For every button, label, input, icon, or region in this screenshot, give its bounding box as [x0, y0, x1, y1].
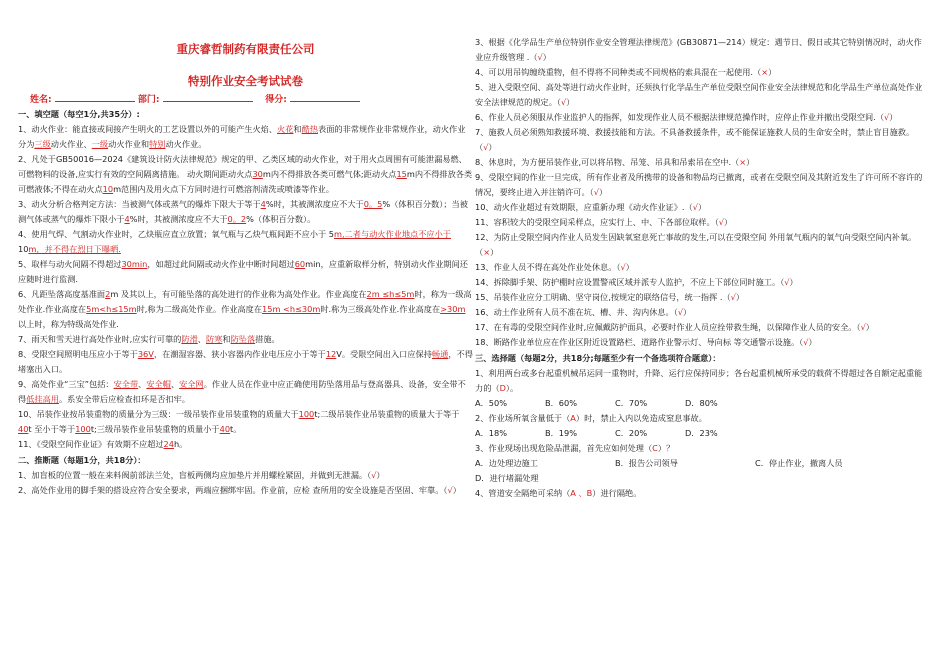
question-text: 、	[197, 334, 206, 344]
question-text: 2、作业场所氧含量低于（	[475, 413, 571, 423]
question-text: 措施。	[255, 334, 280, 344]
question-text: %时，其被测浓度应不大于	[265, 199, 364, 209]
question-text: m内不得排放各类可燃气体;距动火点	[262, 169, 397, 179]
question-text: 以上时，称为特级高处作业.	[18, 319, 119, 329]
question-j18	[475, 335, 930, 350]
question-j6	[475, 110, 930, 125]
answer: 低挂高用	[26, 394, 59, 404]
right-column	[475, 35, 930, 501]
question-text: 1、加盲板的位置一般在来料阀前部法兰处，盲板两侧均应加垫片并用螺栓紧固，并做到无泄漏。（	[18, 470, 372, 480]
question-text: %时，其被测浓度应不大于	[129, 214, 228, 224]
options-c3	[475, 456, 930, 486]
choice-option: D．23%	[685, 428, 718, 438]
question-text: min，应重新取样分析，特别动火作业期间还应随时进行监测.	[18, 259, 468, 284]
answer: 2	[105, 289, 111, 299]
question-f6	[18, 287, 473, 332]
answer: √	[784, 277, 790, 287]
question-j16	[475, 305, 930, 320]
question-c4	[475, 486, 930, 501]
answer: m,二者与动火作业地点不应小于	[333, 229, 451, 239]
question-text: ）	[566, 97, 575, 107]
choice-option: D．80%	[685, 398, 718, 408]
choice-option: B．60%	[545, 398, 578, 408]
choice-option: B．19%	[545, 428, 578, 438]
question-text: 4、使用气焊、气割动火作业时，乙炔瓶应直立放置；氧气瓶与乙炔气瓶间距不应小于 5	[18, 229, 334, 239]
company-name: 重庆睿哲制药有限责任公司	[176, 42, 315, 56]
question-text: ）	[697, 202, 707, 212]
answer: √	[730, 292, 736, 302]
question-f9	[18, 377, 473, 407]
left-column	[18, 36, 473, 498]
question-text: 15、吊装作业应分工明确、坚守岗位,按规定的联络信号，统一指挥 .（	[475, 292, 731, 302]
question-text: ）	[598, 187, 608, 197]
question-text: ）	[723, 217, 733, 227]
question-text: 6、凡距坠落高度基准面	[18, 289, 106, 299]
question-text: 3、根据《化学品生产单位特别作业安全管理法律规范》(GB30871—214）规定：遇节日、假日或其它特别情况时，动火作业应升级管理 .（	[475, 37, 922, 62]
answer: >30m	[440, 304, 466, 314]
question-f7	[18, 332, 473, 347]
question-j8	[475, 155, 930, 170]
answer: 安全带	[113, 379, 139, 389]
answer: 10	[102, 184, 114, 194]
answer: √	[803, 337, 809, 347]
section-judgement: 二、推断题（每题1分，共18分）：	[18, 455, 146, 465]
question-j13	[475, 260, 930, 275]
question-j3	[475, 35, 930, 65]
answer: 0。5	[363, 199, 383, 209]
dept-field[interactable]	[163, 92, 253, 102]
answer: √	[620, 262, 626, 272]
answer: 40	[219, 424, 231, 434]
question-f2	[18, 152, 473, 197]
question-text: 、	[170, 379, 180, 389]
answer: 30min	[121, 259, 148, 269]
question-text: ）？	[657, 443, 675, 453]
question-text: 。作业人员在作业中应正确使用防坠落用品与登高器具、设备，安全带不得	[18, 379, 466, 404]
question-text: 17、在有毒的受限空间作业时,应佩戴防护面具，必要时作业人员应拴带救生绳，以保障作业人员的安全。（	[475, 322, 861, 332]
choice-option: A．边处理边施工	[475, 458, 538, 468]
question-c3	[475, 441, 930, 456]
choice-option: A．18%	[475, 428, 507, 438]
answer: 24	[163, 439, 174, 449]
question-text: ）	[768, 67, 777, 77]
question-text: 11、容积较大的受限空间采样点，应实行上、中、下各部位取样。（	[475, 217, 719, 227]
answer: ×	[483, 247, 491, 257]
answer: 一级	[91, 139, 109, 149]
choice-option: C．70%	[615, 398, 648, 408]
answer: 安全帽	[146, 379, 171, 389]
answer: √	[593, 187, 599, 197]
question-text: V。受限空间出入口应保持	[336, 349, 432, 359]
question-f1	[18, 122, 473, 152]
answer: 100	[75, 424, 91, 434]
answer: ×	[739, 157, 747, 167]
question-text: h。	[173, 439, 188, 449]
question-text: 7、雨天和雪天进行高处作业时,应实行可靠的	[18, 334, 182, 344]
question-j2	[18, 483, 473, 498]
section-choice: 三、选择题（每题2分，共18分;每题至少有一个备选项符合题意）：	[475, 353, 721, 363]
question-text: 时，称为一级高处作业.作业高度在	[18, 289, 472, 314]
question-text: 8、受限空间照明电压应小于等于	[18, 349, 138, 359]
question-j11	[475, 215, 930, 230]
answer: m，并不得在烈日下曝晒.	[28, 244, 121, 254]
question-text: ，如超过此间隔或动火作业中断时间超过	[147, 259, 295, 269]
question-f11	[18, 437, 473, 452]
answer: 30	[252, 169, 263, 179]
question-c1	[475, 366, 930, 396]
question-text: ）	[542, 52, 551, 62]
answer: 防坠落	[230, 334, 256, 344]
question-text: ）时，禁止入内以免造成窒息事故。	[575, 413, 707, 423]
question-text: 动火作业。	[165, 139, 207, 149]
question-text: ，不得堵塞出入口。	[18, 349, 473, 374]
answer: 防寒	[205, 334, 223, 344]
question-c2	[475, 411, 930, 426]
question-text: ）	[625, 262, 634, 272]
question-text: 7、施救人员必须熟知救援环境、救援技能和方法。不具备救援条件，或不能保证施救人员的生命安全时，禁止盲目施救。（	[475, 127, 915, 152]
exam-title: 特别作业安全考试试卷	[188, 74, 303, 88]
question-text: 14、拆除脚手架、防护棚时应设置警戒区域并派专人监护，不应上下部位同时施工。（	[475, 277, 785, 287]
answer: 60	[294, 259, 306, 269]
name-label: 姓名:	[30, 95, 52, 105]
answer: √	[718, 217, 724, 227]
question-text: ）。	[505, 383, 519, 393]
question-text: t 至小于等于	[28, 424, 76, 434]
answer: 36V	[137, 349, 154, 359]
name-field[interactable]	[55, 92, 135, 102]
question-text: 1、利用两台或多台起重机械吊运同一重物时，升降、运行应保持同步；各台起重机械所承受的载荷不得超过各自额定起重能力的（	[475, 368, 923, 393]
answer: √	[447, 485, 453, 495]
question-text: 11、《受限空间作业证》有效期不应超过	[18, 439, 164, 449]
question-text: t。	[230, 424, 242, 434]
section-fill-blank: 一、填空题（每空1分,共35分）:	[18, 109, 140, 119]
question-text: ）	[490, 247, 499, 257]
question-j5	[475, 80, 930, 110]
question-text: 6、作业人员必须服从作业监护人的指挥，如发现作业人员不根据法律规范操作时，应停止作业并撤出受限空间.（	[475, 112, 885, 122]
question-f5	[18, 257, 473, 287]
answer: √	[692, 202, 698, 212]
score-field[interactable]	[290, 92, 360, 102]
question-text: 2、凡处于GB50016—2024《建筑设计防火法律规范》规定的甲、乙类区域的动火作业，对于用火点周围有可能泄漏易燃、可燃物料的设备,应实行有效的空间隔离措施。 动火期间距动火点	[18, 154, 467, 179]
choice-option: C．20%	[615, 428, 648, 438]
question-text: 表面的非常规作业非常规作业，动火作业分为	[18, 124, 466, 149]
question-text: %（体积百分数）；当被测气体或蒸气的爆炸下限小于	[18, 199, 468, 224]
question-text: 5、取样与动火间隔不得超过	[18, 259, 122, 269]
question-text: t;二级吊装作业吊装重物的质量大于等于	[314, 409, 460, 419]
choice-option: A．50%	[475, 398, 507, 408]
question-text: 10	[18, 244, 29, 254]
question-j1	[18, 468, 473, 483]
answer: √	[884, 112, 890, 122]
question-text: 2、高处作业用的脚手架的搭设应符合安全要求，两端应捆绑牢固。作业前，应检 查所用的安全设施是否坚固、牢靠。（	[18, 485, 448, 495]
answer: 三级	[34, 139, 51, 149]
answer: 火花	[277, 124, 294, 134]
question-text: 9、受限空间的作业一旦完成，所有作业者及所携带的设备和物品均已撤离，或者在受限空间及其附近发生了许可所不容许的情况，要终止进入并注销许可。（	[475, 172, 923, 197]
score-label: 得分:	[265, 95, 287, 105]
question-text: m 及其以上，有可能坠落的高处进行的作业称为高处作业。作业高度在	[110, 289, 367, 299]
question-text: 和	[293, 124, 302, 134]
choice-option: D．进行堵漏处理	[475, 473, 539, 483]
answer: √	[560, 97, 567, 107]
answer: C	[652, 443, 658, 453]
question-text: 4、可以用吊钩缠绕重物，但不得将不同种类或不同规格的索具混在一起使用.（	[475, 67, 762, 77]
question-text: m范围内及用火点下方同时进行可燃溶剂清洗或喷漆等作业。	[113, 184, 334, 194]
answer: √	[677, 307, 684, 317]
question-text: 动火作业、	[50, 139, 92, 149]
answer: 2m ≤h≤5m	[366, 289, 415, 299]
question-text: ）	[789, 277, 798, 287]
question-text: 18、断路作业单位应在作业区附近设置路栏、道路作业警示灯、导向标 等交通警示设施。（	[475, 337, 804, 347]
question-text: ）	[735, 292, 745, 302]
answer: √	[483, 142, 489, 152]
answer: 0。2	[227, 214, 247, 224]
question-f4	[18, 227, 473, 257]
answer: √	[537, 52, 543, 62]
question-text: m内不得排放各类可燃液体;不得在动火点	[18, 169, 473, 194]
name-row	[30, 92, 473, 106]
choice-option: B．报告公司领导	[615, 458, 678, 468]
answer: 12	[325, 349, 337, 359]
question-text: 10、吊装作业按吊装重物的质量分为三级：一级吊装作业吊装重物的质量大于	[18, 409, 299, 419]
question-f3	[18, 197, 473, 227]
question-text: 16、动土作业所有人员不准在坑、槽、井、沟内休息。（	[475, 307, 678, 317]
question-text: 10、动火作业超过有效期限，应重新办理《动火作业证》.（	[475, 202, 693, 212]
question-text: 12、为防止受限空间内作业人员发生因缺氧窒息死亡事故的发生,可以在受限空间 外用氧气瓶内的氧气向受限空间内补氧。（	[475, 232, 917, 257]
question-text: t;三级吊装作业吊装重物的质量小于	[90, 424, 220, 434]
question-text: 13、作业人员不得在高处作业处休息。（	[475, 262, 621, 272]
question-text: ）	[865, 322, 874, 332]
answer: 防滑	[181, 334, 198, 344]
answer: 酷热	[301, 124, 319, 134]
question-f8	[18, 347, 473, 377]
answer: 安全网	[179, 379, 204, 389]
question-text: 4、管道安全隔绝可采纳（	[475, 488, 571, 498]
question-text: 5、进入受限空间、高处等进行动火作业时，还须执行化学品生产单位受限空间作业安全法律规范和化学品生产单位高处作业安全法律规范的规定。（	[475, 82, 923, 107]
options-c2	[475, 426, 930, 441]
question-text: ）	[488, 142, 497, 152]
question-text: 。系安全带后应检查扣环是否扣牢。	[58, 394, 190, 404]
question-text: ）	[376, 470, 385, 480]
answer: 15	[396, 169, 407, 179]
question-text: 8、休息时，为方便吊装作业,可以将吊物、吊笼、吊具和吊索吊在空中.（	[475, 157, 740, 167]
question-text: %（体积百分数）。	[246, 214, 316, 224]
question-j14	[475, 275, 930, 290]
question-text: 3、作业现场出现危险品泄漏，首先应如何处理（	[475, 443, 653, 453]
answer: √	[860, 322, 866, 332]
question-text: ）进行隔绝。	[592, 488, 642, 498]
answer: A	[570, 413, 576, 423]
answer: 15m <h≤30m	[262, 304, 321, 314]
question-text: ）	[683, 307, 692, 317]
answer: 40	[18, 424, 29, 434]
question-f10	[18, 407, 473, 437]
question-j17	[475, 320, 930, 335]
question-j12	[475, 230, 930, 260]
question-text: 时,称为二级高处作业。作业高度在	[136, 304, 263, 314]
question-j15	[475, 290, 930, 305]
answer: 5m<h≤15m	[86, 304, 137, 314]
question-text: 动火作业和	[108, 139, 150, 149]
question-text: ）	[808, 337, 817, 347]
question-text: 3、动火分析合格判定方法：当被测气体或蒸气的爆炸下限大于等于	[18, 199, 261, 209]
answer: A 、B	[570, 488, 593, 498]
answer: D	[499, 383, 506, 393]
question-j7	[475, 125, 930, 155]
answer: ×	[761, 67, 769, 77]
choice-option: C．停止作业，撤离人员	[755, 458, 843, 468]
question-text: 和	[222, 334, 231, 344]
question-text: ）	[746, 157, 755, 167]
question-text: 时.称为三级高处作业.作业高度在	[320, 304, 441, 314]
answer: 100	[298, 409, 315, 419]
question-j4	[475, 65, 930, 80]
answer: √	[371, 470, 377, 480]
answer: 4	[124, 214, 130, 224]
answer: 特别	[149, 139, 166, 149]
question-j9	[475, 170, 930, 200]
answer: 4	[260, 199, 266, 209]
answer: 畅通	[431, 349, 449, 359]
dept-label: 部门:	[137, 95, 160, 105]
question-text: ）	[889, 112, 898, 122]
question-text: ，在潮湿容器、狭小容器内作业电压应小于等于	[153, 349, 326, 359]
question-text: 1、动火作业：能直接或间接产生明火的工艺设置以外的可能产生火焰、	[18, 124, 278, 134]
question-text: 、	[138, 379, 147, 389]
options-c1	[475, 396, 930, 411]
question-text: 9、高处作业“三宝”包括：	[18, 379, 114, 389]
question-j10	[475, 200, 930, 215]
question-text: ）	[452, 485, 461, 495]
